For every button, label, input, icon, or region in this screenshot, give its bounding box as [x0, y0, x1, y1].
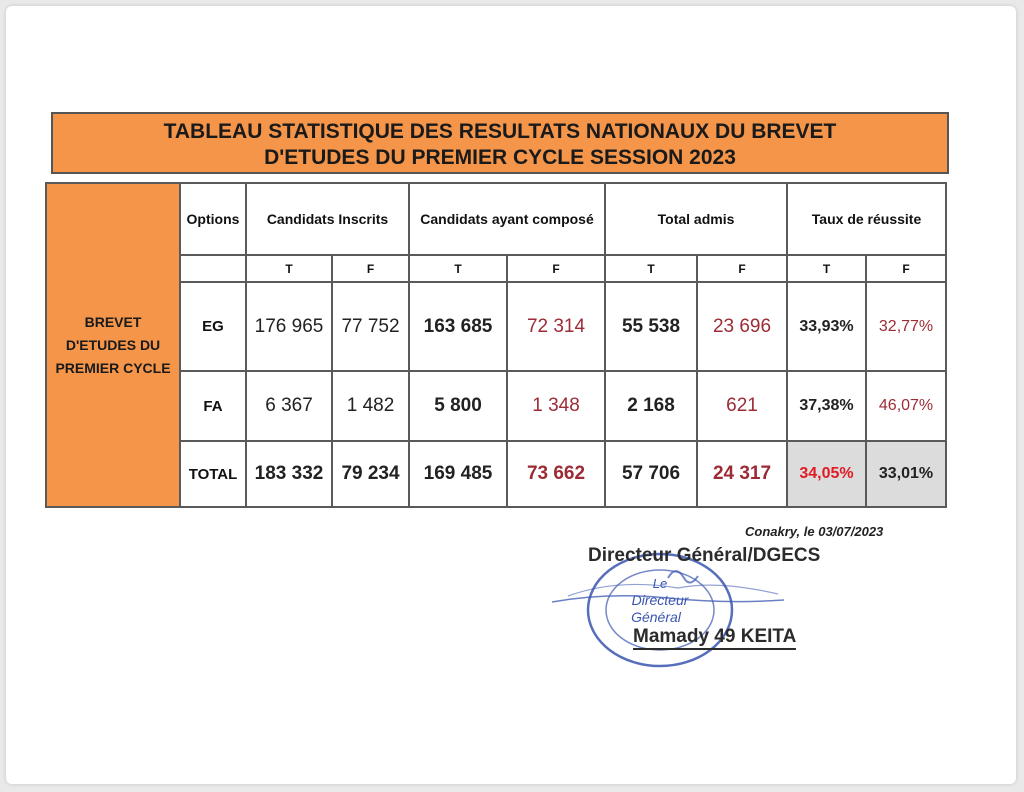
group-header-composes: Candidats ayant composé — [409, 183, 605, 255]
table-row — [46, 282, 946, 371]
table-cell: 1 482 — [332, 371, 409, 441]
options-subheader-blank — [180, 255, 246, 282]
group-header-taux: Taux de réussite — [787, 183, 946, 255]
row-option-label: TOTAL — [180, 441, 246, 507]
table-cell: 32,77% — [866, 282, 946, 371]
table-cell: 57 706 — [605, 441, 697, 507]
stamp-text: Directeur — [631, 592, 689, 608]
group-header-admis: Total admis — [605, 183, 787, 255]
row-option-label: EG — [180, 282, 246, 371]
subheader-row — [46, 255, 946, 282]
table-row — [46, 371, 946, 441]
side-label-cell — [46, 183, 180, 507]
subheader-t: T — [605, 255, 697, 282]
table-cell: 621 — [697, 371, 787, 441]
table-cell: 34,05% — [787, 441, 866, 507]
table-cell: 73 662 — [507, 441, 605, 507]
table-cell: 183 332 — [246, 441, 332, 507]
title-line-1: TABLEAU STATISTIQUE DES RESULTATS NATIONAUX DU BREVET — [163, 120, 837, 143]
table-cell: 33,93% — [787, 282, 866, 371]
stamp-text: Le — [652, 576, 668, 591]
signatory-role: Directeur Général/DGECS — [588, 545, 821, 566]
header-row — [46, 183, 946, 255]
side-label-line: BREVET — [84, 313, 142, 330]
table-cell: 6 367 — [246, 371, 332, 441]
table-cell: 23 696 — [697, 282, 787, 371]
table-cell: 24 317 — [697, 441, 787, 507]
table-cell: 37,38% — [787, 371, 866, 441]
results-table — [45, 182, 947, 508]
place-date: Conakry, le 03/07/2023 — [745, 524, 884, 539]
subheader-f: F — [866, 255, 946, 282]
table-cell: 46,07% — [866, 371, 946, 441]
subheader-t: T — [409, 255, 507, 282]
subheader-f: F — [332, 255, 409, 282]
table-cell: 1 348 — [507, 371, 605, 441]
side-label-line: D'ETUDES DU — [65, 336, 161, 353]
title-line-2: D'ETUDES DU PREMIER CYCLE SESSION 2023 — [264, 146, 736, 169]
total-row — [46, 441, 946, 507]
subheader-f: F — [697, 255, 787, 282]
signatory-name: Mamady 49 KEITA — [633, 626, 796, 650]
row-option-label: FA — [180, 371, 246, 441]
table-cell: 72 314 — [507, 282, 605, 371]
options-header: Options — [180, 183, 246, 255]
subheader-t: T — [246, 255, 332, 282]
group-header-inscrits: Candidats Inscrits — [246, 183, 409, 255]
document-title — [51, 112, 949, 174]
table-cell: 79 234 — [332, 441, 409, 507]
subheader-f: F — [507, 255, 605, 282]
stamp-text: Général — [631, 609, 681, 625]
table-cell: 77 752 — [332, 282, 409, 371]
table-cell: 176 965 — [246, 282, 332, 371]
table-cell: 163 685 — [409, 282, 507, 371]
table-cell: 2 168 — [605, 371, 697, 441]
table-cell: 5 800 — [409, 371, 507, 441]
table-cell: 169 485 — [409, 441, 507, 507]
table-cell: 33,01% — [866, 441, 946, 507]
subheader-t: T — [787, 255, 866, 282]
table-cell: 55 538 — [605, 282, 697, 371]
side-label-line: PREMIER CYCLE — [55, 359, 171, 376]
